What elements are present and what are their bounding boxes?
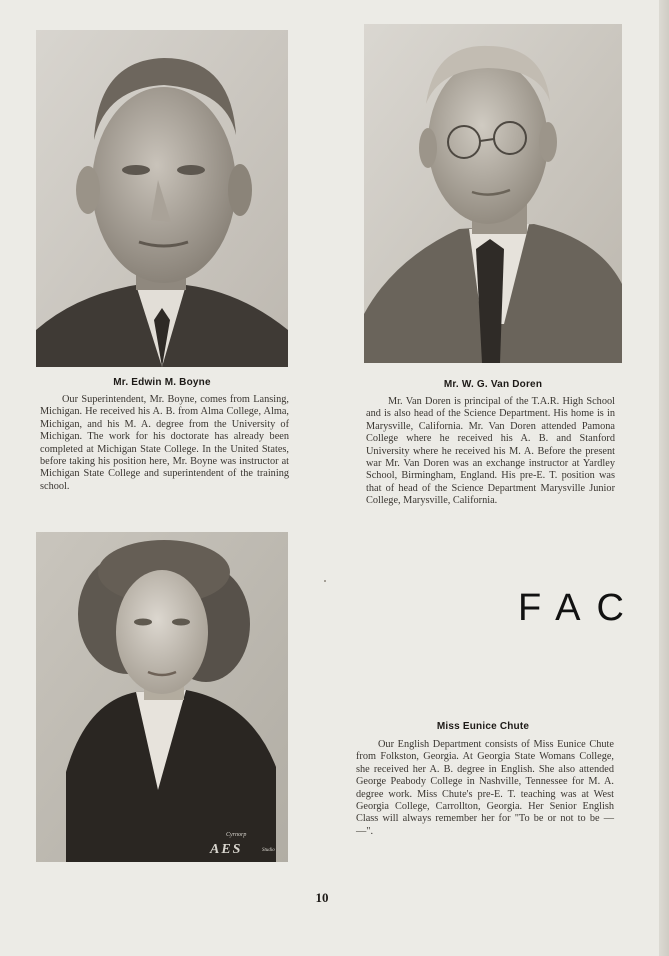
studio-mark-small: Cyrnorp — [226, 832, 247, 838]
caption-van-doren: Mr. W. G. Van Doren — [443, 379, 543, 390]
bio-chute: Our English Department consists of Miss Eunice Chute from Folkston, Georgia. At Georgia State Womans College, she received her A. B. degree in English. She also attended George Peabody College in Nashville, Tennessee for M. A. degree work. Miss Chute's pre-E. T. teaching was at West Georgia College, Carrollton, Georgia. Her Senior English Class will always remember her for "To be or not to be — —". — [356, 739, 614, 837]
page-number: 10 — [315, 890, 329, 905]
studio-mark-tag: Studio — [262, 848, 275, 853]
bio-boyne: Our Superintendent, Mr. Boyne, comes from Lansing, Michigan. He received his A. B. from Alma College, Alma, Michigan, and his M. A. degree from the University of Michigan. The work for his doctorate has already been completed at Michigan State College. In the United States, before taking his position here, Mr. Boyne was instructor at Michigan State College and superintendent of the training school. — [40, 394, 289, 492]
portrait-photo-boyne — [36, 30, 288, 367]
portrait-photo-chute — [36, 532, 288, 862]
portrait-photo-van-doren — [364, 24, 622, 363]
speck-mark — [324, 580, 326, 582]
studio-mark-logo: AES — [210, 842, 243, 857]
caption-chute: Miss Eunice Chute — [436, 721, 530, 732]
photo-studio-mark — [196, 832, 276, 860]
caption-boyne: Mr. Edwin M. Boyne — [113, 377, 211, 388]
page-edge — [659, 0, 669, 956]
section-heading: FAC — [518, 587, 640, 629]
bio-van-doren: Mr. Van Doren is principal of the T.A.R. High School and is also head of the Science Department. His home is in Marysville, California. Mr. Van Doren attended Pamona College where he received his A. B. and Stanford University where he received his M. A. Before the present war Mr. Van Doren was an exchange instructor at Yardley School, Birmingham, England. His pre-E. T. position was that of head of the Science Department Marysville Junior College, Marysville, California. — [366, 396, 615, 507]
